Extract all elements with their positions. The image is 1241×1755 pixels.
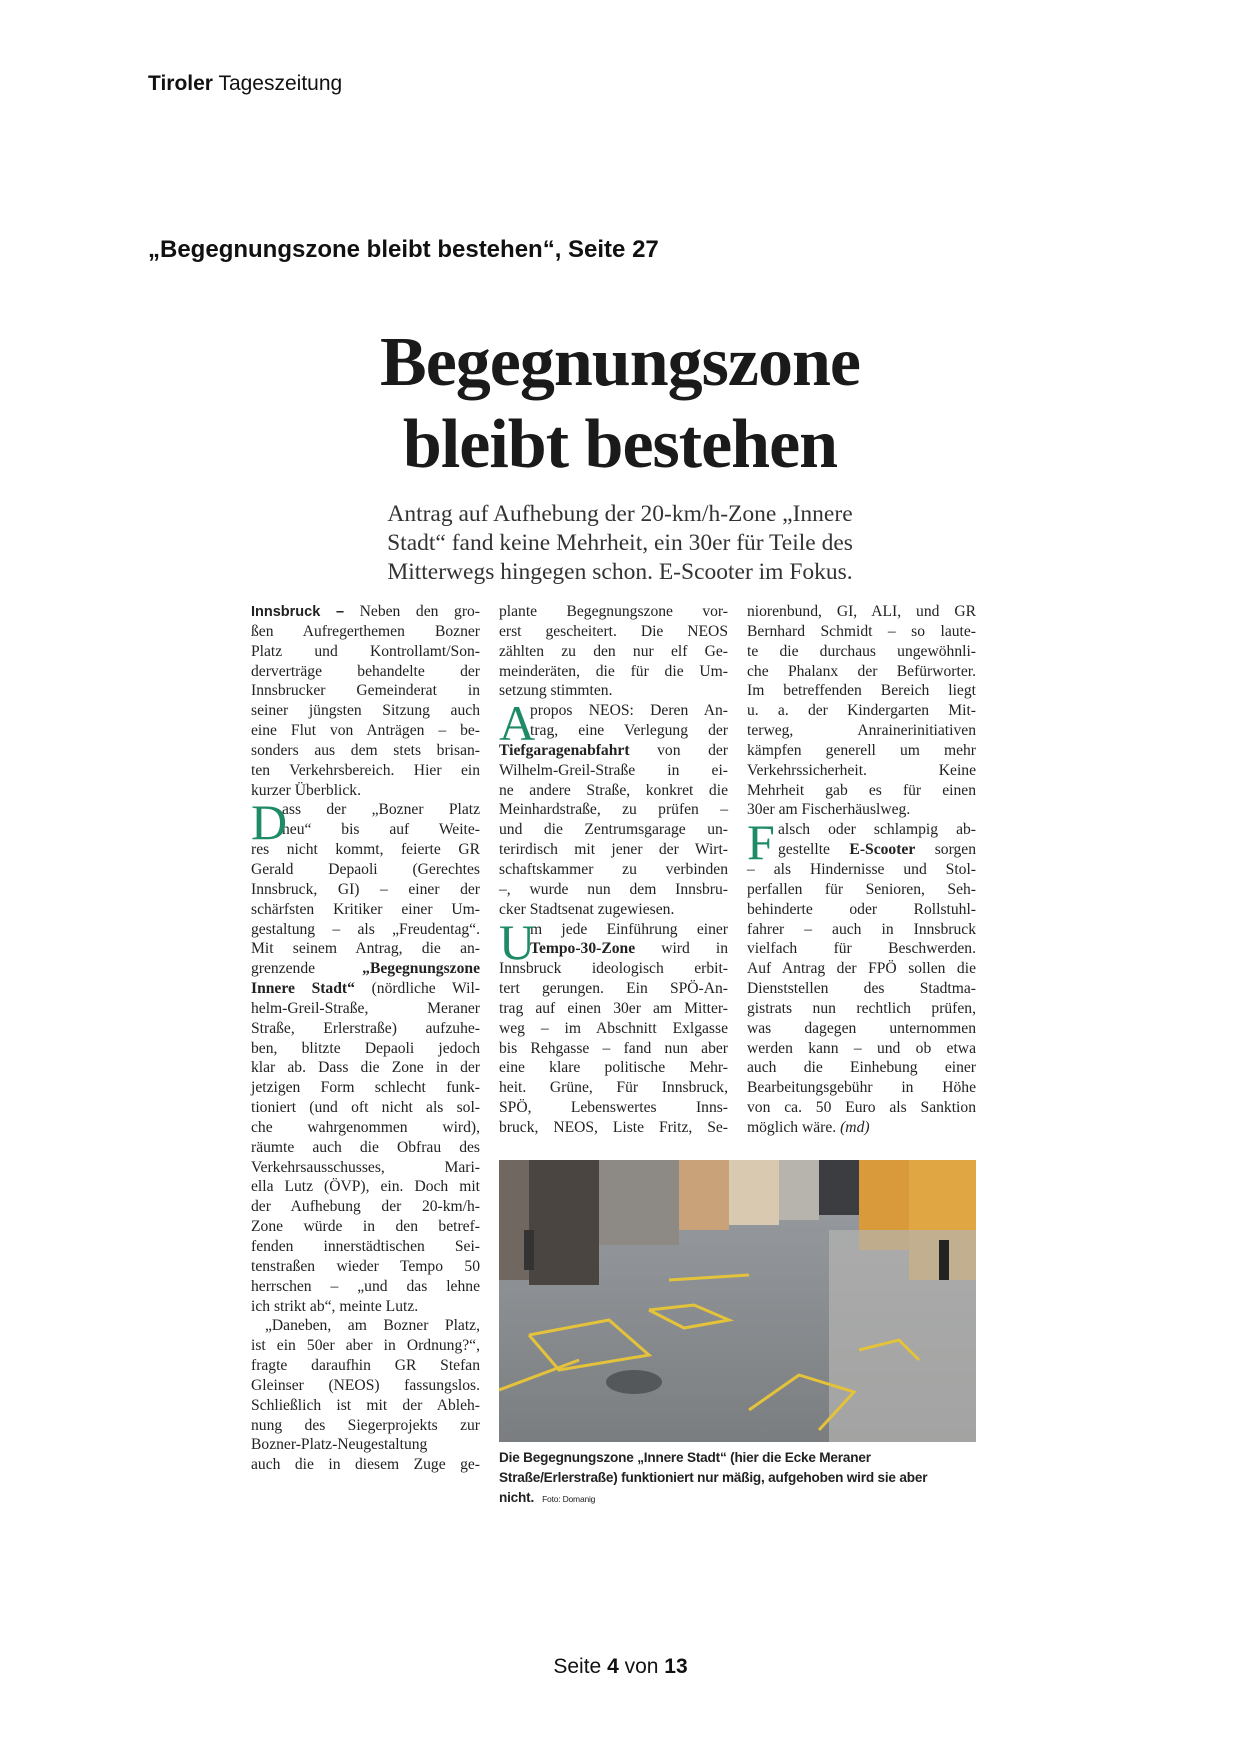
headline-line: bleibt bestehen [402,406,838,483]
photo-caption [499,1448,979,1509]
text-line: SPÖ, Lebenswertes Inns- [499,1099,728,1117]
text-line: ist ein 50er aber in Ordnung?“, [251,1337,480,1355]
text-line: kurzer Überblick. [251,781,361,799]
text-line: schaftskammer zu verbinden [499,860,728,878]
publication-name [148,72,342,96]
text-line: u. a. der Kindergarten Mit- [747,702,976,720]
text-line: setzung stimmten. [499,682,613,700]
text-line: Verkehrsausschusses, Mari- [251,1158,480,1176]
text-line: trag, eine Verlegung der [530,722,728,740]
text-line: Innsbrucker Gemeinderat in [251,682,480,700]
text-line: Verkehrssicherheit. Keine [747,761,976,779]
street-photo-illustration [499,1160,976,1442]
text-line: klar ab. Dass die Zone in der [251,1059,480,1077]
subheadline-line: Stadt“ fand keine Mehrheit, ein 30er für Teile des [387,530,853,556]
article-column-3 [747,602,976,1138]
text-line: Tempo-30-Zone wird in [530,940,728,958]
text-line: res nicht kommt, feierte GR [251,841,480,859]
photo-credit: Foto: Domanig [542,1494,596,1504]
text-line: und die Zentrumsgarage un- [499,821,728,839]
subheadline-line: Mitterwegs hingegen schon. E-Scooter im Fokus. [387,559,853,585]
text-line: möglich wäre. (md) [747,1118,870,1136]
text-line: cker Stadtsenat zugewiesen. [499,900,675,918]
text-line: grenzende „Begegnungszone [251,960,480,978]
text-line: ten Verkehrsbereich. Hier ein [251,761,480,779]
text-line: Auf Antrag der FPÖ sollen die [747,960,976,978]
article-paragraph [747,814,976,1138]
brand-bold: Tiroler [148,72,213,95]
text-line: zählten zu den nur elf Ge- [499,642,728,660]
headline-line: Begegnungszone [380,324,860,401]
text-line: was dagegen unternommen [747,1019,976,1037]
text-line: eine Flut von Anträgen – be- [251,722,480,740]
article-paragraph [499,602,728,701]
text-line: meinderäten, die für die Um- [499,662,728,680]
drop-cap: A [499,695,536,752]
text-line: nung des Siegerprojekts zur [251,1416,480,1434]
article-paragraph [251,1316,480,1475]
text-line: Bozner-Platz-Neugestaltung [251,1436,428,1454]
text-line: Innere Stadt“ (nördliche Wil- [251,980,481,998]
text-line: Gerald Depaoli (Gerechtes [251,860,480,878]
text-line: Tiefgaragenabfahrt von der [499,741,728,759]
text-line: erst gescheitert. Die NEOS [499,622,728,640]
text-line: Mehrheit gab es für einen [747,781,976,799]
text-line: Meinhardstraße, zu prüfen – [499,801,728,819]
text-line: gestellte E-Scooter sorgen [778,841,976,859]
text-line: Bearbeitungsgebühr in Höhe [747,1079,976,1097]
text-line: gestaltung – als „Freudentag“. [251,920,480,938]
page-of: von [624,1655,659,1678]
text-line: Innsbruck, GI) – einer der [251,880,480,898]
text-line: sonders aus dem stets brisan- [251,741,480,759]
text-line: niorenbund, GI, ALI, und GR [747,603,976,620]
text-line: terirdisch mit jener der Wirt- [499,841,728,859]
emphasis: Innere Stadt“ [251,980,355,998]
article-paragraph [747,602,976,820]
article-column-1 [251,602,480,1475]
text-line: tenstraßen wieder Tempo 50 [251,1257,480,1275]
dateline: Innsbruck – [251,604,345,620]
text-line: auch die Einhebung einer [747,1059,976,1077]
text-line: der Aufhebung der 20-km/h- [251,1198,480,1216]
text-line: trag auf einen 30er am Mitter- [499,999,728,1017]
text-line: Straße, Erlerstraße) aufzuhe- [251,1019,480,1037]
text-line: ass der „Bozner Platz [282,801,480,819]
text-line: fahrer – auch in Innsbruck [747,920,976,938]
text-line: von ca. 50 Euro als Sanktion [747,1099,976,1117]
text-line: seiner jüngsten Sitzung auch [251,702,480,720]
text-line: helm-Greil-Straße, Meraner [251,999,480,1017]
text-line: jetzigen Form schlecht funk- [251,1079,480,1097]
text-line: neu“ bis auf Weite- [282,821,480,839]
text-line: propos NEOS: Deren An- [530,702,728,720]
drop-cap: F [747,814,775,871]
text-line: ich strikt ab“, meinte Lutz. [251,1297,419,1315]
text-line: perfallen für Senioren, Seh- [747,880,976,898]
text-line: ßen Aufregerthemen Bozner [251,622,480,640]
text-line: che Phalanx der Befürworter. [747,662,976,680]
text-line: schärfsten Kritiker einer Um- [251,900,480,918]
text-line: Im betreffenden Bereich liegt [747,682,976,700]
article-paragraph [499,913,728,1138]
emphasis: (md) [840,1118,870,1136]
text-line: behinderte oder Rollstuhl- [747,900,976,918]
article-paragraph [251,602,480,800]
text-line: werden kann – und ob etwa [747,1039,976,1057]
text-line: fenden innerstädtischen Sei- [251,1238,480,1255]
article-paragraph [499,695,728,919]
text-line: vielfach für Beschwerden. [747,940,976,958]
brand-rest: Tageszeitung [218,72,343,95]
text-line: heit. Grüne, Für Innsbruck, [499,1079,728,1097]
caption-text: Die Begegnungszone „Innere Stadt“ (hier die Ecke Meraner Straße/Erlerstraße) funktioniert nur mäßig, aufgehoben wird sie aber nicht. [499,1450,928,1505]
emphasis: Tempo-30-Zone [530,940,636,958]
article-paragraph [251,794,481,1316]
text-line: räumte auch die Obfrau des [251,1138,480,1156]
text-line: derverträge behandelte der [251,662,480,680]
text-line: te die durchaus ungewöhnli- [747,642,976,660]
text-line: 30er am Fischerhäuslweg. [747,801,911,819]
headline [300,322,940,486]
text-line: Platz und Kontrollamt/Son- [251,642,480,660]
text-line: ella Lutz (ÖVP), ein. Doch mit [251,1178,480,1196]
text-line: plante Begegnungszone vor- [499,603,728,620]
text-line: terweg, Anrainerinitiativen [747,722,976,740]
text-line: Mit seinem Antrag, die an- [251,940,480,958]
drop-cap: D [251,794,288,851]
total-pages: 13 [664,1655,688,1678]
text-line: „Daneben, am Bozner Platz, [265,1317,480,1335]
article-reference: „Begegnungszone bleibt bestehen“, Seite 27 [148,236,659,263]
text-line: Schließlich ist mit der Ableh- [251,1396,480,1414]
text-line: kämpfen generell um mehr [747,741,976,759]
text-line: che wahrgenommen wird), [251,1118,480,1136]
text-line: – als Hindernisse und Stol- [747,860,976,878]
text-line: Innsbruck – Neben den gro- [251,603,481,620]
text-line: Innsbruck ideologisch erbit- [499,960,728,978]
page-number [0,1655,1241,1679]
text-line: –, wurde nun dem Innsbru- [499,880,728,898]
text-line: bruck, NEOS, Liste Fritz, Se- [499,1118,728,1136]
text-line: Gleinser (NEOS) fassungslos. [251,1376,480,1394]
text-line: tert gerungen. Ein SPÖ-An- [499,980,728,998]
text-line: bis Rehgasse – fand nun aber [499,1039,728,1057]
drop-cap: U [499,913,536,970]
text-line: gistrats nun rechtlich prüfen, [747,999,976,1017]
text-line: eine klare politische Mehr- [499,1059,728,1077]
current-page: 4 [607,1655,619,1678]
text-line: ne andere Straße, konkret die [499,781,728,799]
article-photo [499,1160,976,1442]
emphasis: Tiefgaragenabfahrt [499,741,630,759]
text-line: weg – im Abschnitt Exlgasse [499,1019,728,1037]
text-line: Wilhelm-Greil-Straße in ei- [499,761,728,779]
text-line: fragte daraufhin GR Stefan [251,1357,480,1375]
text-line: auch die in diesem Zuge ge- [251,1456,480,1474]
text-line: Zone würde in den betref- [251,1218,480,1236]
emphasis: „Begegnungszone [362,960,480,978]
subheadline [360,500,880,587]
text-line: ben, blitzte Depaoli jedoch [251,1039,480,1057]
text-line: m jede Einführung einer [530,920,728,938]
article-column-2 [499,602,728,1138]
subheadline-line: Antrag auf Aufhebung der 20-km/h-Zone „Innere [387,501,853,527]
text-line: tioniert (und oft nicht als sol- [251,1099,480,1117]
text-line: herrschen – „und das lehne [251,1277,480,1295]
text-line: alsch oder schlampig ab- [778,821,976,839]
page-prefix: Seite [553,1655,602,1678]
text-line: Bernhard Schmidt – so laute- [747,622,976,640]
text-line: Dienststellen des Stadtma- [747,980,976,998]
emphasis: E-Scooter [849,841,916,859]
